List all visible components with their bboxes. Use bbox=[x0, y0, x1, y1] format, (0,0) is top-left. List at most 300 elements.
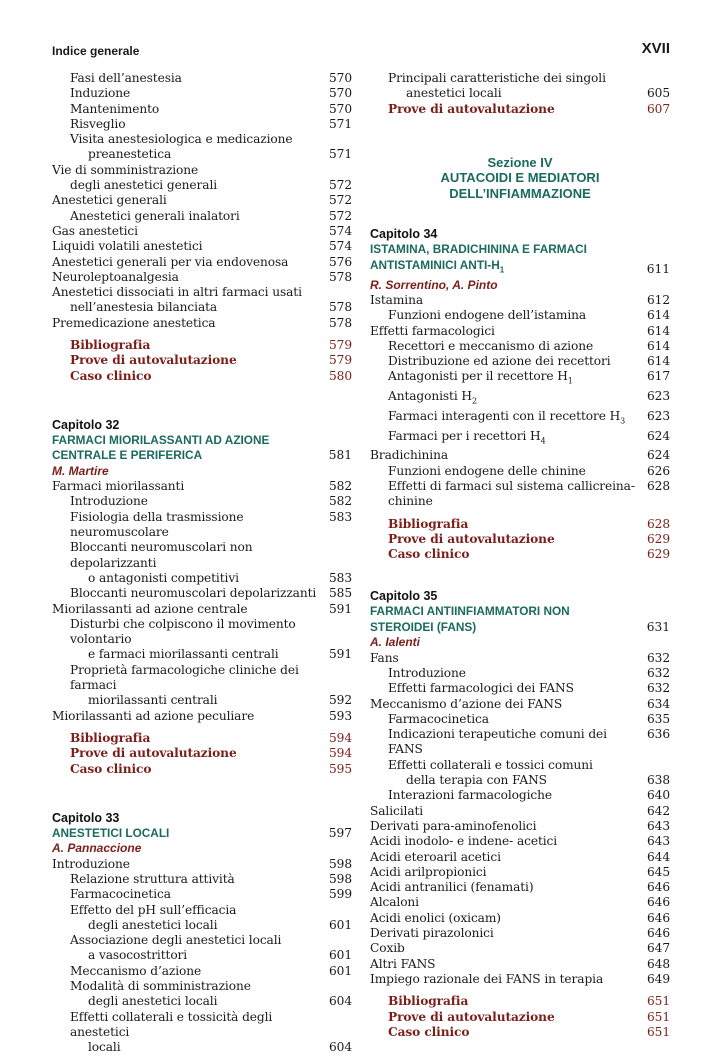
toc-entry-title bbox=[370, 697, 646, 712]
toc-entry bbox=[52, 903, 352, 918]
chapter-title-line bbox=[370, 620, 670, 635]
chapter-title-text: CENTRALE E PERIFERICA bbox=[52, 448, 203, 463]
toc-entry-title bbox=[370, 926, 646, 941]
page-number-roman: XVII bbox=[641, 40, 670, 57]
toc-entry-text: Liquidi volatili anestetici bbox=[52, 239, 203, 254]
toc-entry-title bbox=[52, 994, 328, 1009]
toc-page-number: 638 bbox=[647, 773, 670, 788]
chapter-title-line bbox=[370, 242, 670, 257]
toc-entry-title bbox=[370, 339, 646, 354]
toc-entry-text: Alcaloni bbox=[370, 895, 419, 910]
toc-entry-text: Acidi arilpropionici bbox=[370, 864, 487, 879]
toc-entry-title bbox=[370, 788, 646, 803]
toc-entry-title bbox=[52, 746, 328, 761]
toc-entry bbox=[370, 697, 670, 712]
toc-entry-text: Acidi eteroaril acetici bbox=[370, 849, 501, 864]
toc-entry bbox=[370, 479, 670, 510]
toc-entry-title bbox=[52, 479, 328, 494]
toc-entry-text: Caso clinico bbox=[388, 547, 470, 562]
toc-entry-title bbox=[52, 1040, 328, 1055]
toc-page-number: 635 bbox=[647, 711, 670, 726]
toc-entry-text: a vasocostrittori bbox=[88, 948, 188, 963]
toc-entry bbox=[370, 911, 670, 926]
toc-entry bbox=[370, 895, 670, 910]
toc-page-number: 643 bbox=[647, 834, 670, 849]
toc-page-number: 644 bbox=[647, 849, 670, 864]
toc-page-number: 629 bbox=[647, 531, 670, 546]
toc-entry-text: Antagonisti per il recettore H bbox=[388, 369, 568, 384]
chapter-author: R. Sorrentino, A. Pinto bbox=[370, 277, 498, 292]
toc-entry-text: Prove di autovalutazione bbox=[388, 531, 555, 546]
toc-entry-text: o antagonisti competitivi bbox=[88, 570, 239, 585]
toc-entry-text: Caso clinico bbox=[388, 1024, 470, 1039]
toc-entry-text: Prove di autovalutazione bbox=[388, 101, 555, 116]
toc-entry-title bbox=[52, 887, 328, 902]
toc-entry-text: Effetti collaterali e tossicità degli anestetici bbox=[70, 1009, 273, 1039]
toc-entry-title bbox=[370, 324, 646, 339]
section-title-line: DELL’INFIAMMAZIONE bbox=[449, 185, 591, 201]
toc-entry-title bbox=[370, 758, 646, 773]
toc-entry-title bbox=[52, 71, 328, 86]
toc-entry-title bbox=[370, 448, 646, 463]
toc-entry-title bbox=[370, 834, 646, 849]
toc-entry-text: Anestetici generali inalatori bbox=[70, 208, 240, 223]
toc-entry-text: Funzioni endogene delle chinine bbox=[388, 463, 586, 478]
toc-page-number: 646 bbox=[647, 895, 670, 910]
toc-entry-title bbox=[52, 731, 328, 746]
toc-entry-title bbox=[370, 479, 646, 510]
toc-entry bbox=[52, 494, 352, 509]
toc-page-number: 571 bbox=[329, 116, 352, 131]
toc-entry-title bbox=[370, 517, 646, 532]
toc-page-number: 570 bbox=[329, 101, 352, 116]
toc-page-number: 607 bbox=[647, 101, 670, 116]
toc-extras-cont bbox=[370, 102, 670, 117]
toc-entry-title bbox=[52, 540, 328, 571]
toc-entry bbox=[52, 117, 352, 132]
toc-page-number: 574 bbox=[329, 239, 352, 254]
toc-extra-link bbox=[370, 517, 670, 532]
toc-entry bbox=[370, 681, 670, 696]
toc-page-number: 634 bbox=[647, 696, 670, 711]
toc-entry-title bbox=[52, 510, 328, 541]
toc-page-number: 579 bbox=[329, 338, 352, 353]
toc-left-column bbox=[52, 71, 352, 1055]
toc-right-column bbox=[370, 71, 670, 1040]
toc-entry-text: Gas anestetici bbox=[52, 223, 138, 238]
toc-entry-text: Bibliografia bbox=[70, 730, 151, 745]
toc-entry-text: Effetto del pH sull’efficacia bbox=[70, 902, 237, 917]
toc-page-number: 651 bbox=[647, 1009, 670, 1024]
toc-entry bbox=[370, 727, 670, 758]
toc-entry bbox=[370, 957, 670, 972]
toc-entry-title bbox=[370, 895, 646, 910]
toc-entry-text: Bibliografia bbox=[388, 994, 469, 1009]
toc-entries-cont bbox=[370, 71, 670, 102]
toc-page-number: 612 bbox=[647, 292, 670, 307]
toc-entry-text: Risveglio bbox=[70, 116, 126, 131]
toc-extra-link bbox=[370, 532, 670, 547]
toc-entry-text: Meccanismo d’azione bbox=[70, 963, 202, 978]
toc-page-number: 636 bbox=[647, 727, 670, 742]
toc-page-number: 617 bbox=[647, 369, 670, 384]
toc-entry bbox=[52, 617, 352, 648]
toc-entry-title bbox=[52, 117, 328, 132]
toc-page-number: 574 bbox=[329, 223, 352, 238]
toc-extras bbox=[52, 731, 352, 777]
toc-entry bbox=[370, 71, 670, 86]
toc-entry-title bbox=[52, 948, 328, 963]
toc-page-number: 649 bbox=[647, 971, 670, 986]
toc-entry-title bbox=[52, 647, 328, 662]
toc-entry-title bbox=[52, 147, 328, 162]
toc-page-number: 578 bbox=[329, 269, 352, 284]
toc-entry-text: Derivati para-aminofenolici bbox=[370, 818, 537, 833]
toc-extra-link bbox=[370, 547, 670, 562]
toc-extra-link bbox=[52, 731, 352, 746]
toc-entry-text: degli anestetici locali bbox=[88, 917, 218, 932]
chapter-title-line bbox=[370, 604, 670, 619]
toc-entry bbox=[52, 872, 352, 887]
chapter-page-number: 597 bbox=[328, 825, 352, 840]
toc-page-number: 614 bbox=[647, 338, 670, 353]
toc-page-number: 598 bbox=[329, 871, 352, 886]
chapter-label: Capitolo 35 bbox=[370, 589, 438, 604]
toc-page-number: 647 bbox=[647, 941, 670, 956]
toc-page-number: 601 bbox=[329, 963, 352, 978]
toc-entry-text: Derivati pirazolonici bbox=[370, 926, 494, 941]
toc-page-number: 572 bbox=[329, 208, 352, 223]
toc-entry-text: Visita anestesiologica e medicazione bbox=[70, 132, 293, 147]
toc-entry-text: Acidi enolici (oxicam) bbox=[370, 910, 501, 925]
toc-entry bbox=[370, 369, 670, 389]
toc-entry-text: Principali caratteristiche dei singoli bbox=[388, 71, 606, 85]
toc-page-number: 599 bbox=[329, 887, 352, 902]
chapter-title-line bbox=[52, 448, 352, 463]
toc-entry-text: Istamina bbox=[370, 292, 424, 307]
chapter-author: M. Martire bbox=[52, 463, 109, 478]
toc-entry-title bbox=[52, 663, 328, 694]
toc-entry-title bbox=[52, 602, 328, 617]
toc-entry bbox=[52, 300, 352, 315]
toc-entry-text: Anestetici dissociati in altri farmaci usati bbox=[52, 285, 302, 300]
toc-entry-subscript: 1 bbox=[567, 376, 573, 386]
toc-page-number: 576 bbox=[329, 254, 352, 269]
toc-page-number: 632 bbox=[647, 665, 670, 680]
toc-page-number: 572 bbox=[329, 193, 352, 208]
toc-extras bbox=[370, 994, 670, 1040]
chapter-title-line bbox=[52, 826, 352, 841]
toc-entry-text: degli anestetici locali bbox=[88, 994, 218, 1009]
toc-page-number: 604 bbox=[329, 994, 352, 1009]
toc-extra-link bbox=[52, 746, 352, 761]
toc-entry-title bbox=[52, 494, 328, 509]
toc-entry-subscript: 4 bbox=[540, 436, 546, 446]
toc-entry-title bbox=[52, 193, 328, 208]
toc-entry-title bbox=[52, 903, 328, 918]
toc-entry-text: Introduzione bbox=[70, 494, 148, 509]
toc-entry bbox=[370, 834, 670, 849]
toc-entry-title bbox=[370, 666, 646, 681]
toc-entry-title bbox=[370, 308, 646, 323]
toc-entry-text: Acidi antranilici (fenamati) bbox=[370, 880, 534, 895]
chapter-title-line bbox=[52, 433, 352, 448]
toc-entry-title bbox=[52, 762, 328, 777]
toc-entry-text: Farmaci miorilassanti bbox=[52, 479, 185, 494]
toc-entry bbox=[52, 270, 352, 285]
toc-entry-text: Prove di autovalutazione bbox=[70, 746, 237, 761]
toc-entry-text: Effetti collaterali e tossici comuni bbox=[388, 757, 593, 772]
toc-entry bbox=[52, 479, 352, 494]
toc-entry-title bbox=[370, 71, 646, 86]
toc-entry-title bbox=[52, 178, 328, 193]
toc-page-number: 572 bbox=[329, 178, 352, 193]
toc-entry-title bbox=[52, 369, 328, 384]
toc-entry bbox=[52, 510, 352, 541]
toc-entry bbox=[370, 788, 670, 803]
section-title-line: AUTACOIDI E MEDIATORI bbox=[440, 170, 600, 186]
chapter-33 bbox=[52, 810, 352, 1055]
toc-entry-text: della terapia con FANS bbox=[406, 773, 547, 788]
chapter-page-number: 611 bbox=[646, 262, 670, 277]
toc-page-number: 614 bbox=[647, 354, 670, 369]
chapter-page-number: 631 bbox=[646, 619, 670, 634]
toc-entry-title bbox=[52, 1010, 328, 1041]
toc-entry-title bbox=[52, 102, 328, 117]
toc-entry-title bbox=[52, 979, 328, 994]
toc-entry bbox=[52, 693, 352, 708]
toc-entry-text: Relazione struttura attività bbox=[70, 871, 235, 886]
toc-entry bbox=[370, 354, 670, 369]
toc-entry-text: Effetti farmacologici dei FANS bbox=[388, 681, 574, 696]
toc-entry bbox=[370, 308, 670, 323]
toc-page-number: 646 bbox=[647, 926, 670, 941]
toc-entry-text: Farmacocinetica bbox=[70, 887, 171, 902]
toc-entry-text: Effetti farmacologici bbox=[370, 323, 495, 338]
toc-entry bbox=[52, 918, 352, 933]
toc-entry-text: Meccanismo d’azione dei FANS bbox=[370, 696, 563, 711]
chapter-title-text: FARMACI MIORILASSANTI AD AZIONE bbox=[52, 432, 270, 447]
toc-entry bbox=[370, 972, 670, 987]
toc-entry-title bbox=[370, 651, 646, 666]
toc-page-number: 598 bbox=[329, 856, 352, 871]
toc-entry-title bbox=[52, 338, 328, 353]
toc-entry-title bbox=[370, 429, 646, 449]
toc-page-number: 582 bbox=[329, 494, 352, 509]
toc-entry-title bbox=[370, 941, 646, 956]
toc-entry bbox=[370, 773, 670, 788]
toc-entry-text: e farmaci miorilassanti centrali bbox=[88, 647, 279, 662]
toc-entry-text: Farmacocinetica bbox=[388, 711, 489, 726]
toc-entries-cont bbox=[52, 71, 352, 331]
toc-entry-text: Disturbi che colpiscono il movimento volontario bbox=[70, 616, 296, 647]
toc-entry bbox=[370, 86, 670, 101]
toc-extra-link bbox=[52, 353, 352, 368]
toc-extra-link bbox=[52, 762, 352, 777]
toc-entry-text: Fans bbox=[370, 650, 399, 665]
toc-entry bbox=[52, 857, 352, 872]
toc-entry-title bbox=[52, 964, 328, 979]
toc-entry bbox=[52, 994, 352, 1009]
toc-entry bbox=[52, 933, 352, 948]
toc-entry bbox=[370, 865, 670, 880]
toc-entry-text: Bibliografia bbox=[70, 338, 151, 353]
toc-page-number: 593 bbox=[329, 708, 352, 723]
toc-entry bbox=[370, 293, 670, 308]
toc-entry-title bbox=[52, 857, 328, 872]
toc-entry-title bbox=[52, 132, 328, 147]
toc-entry bbox=[52, 224, 352, 239]
toc-entry-text: Bloccanti neuromuscolari depolarizzanti bbox=[70, 586, 317, 601]
toc-page-number: 594 bbox=[329, 746, 352, 761]
toc-entry bbox=[52, 285, 352, 300]
toc-page-number: 601 bbox=[329, 917, 352, 932]
toc-page-number: 605 bbox=[647, 86, 670, 101]
toc-page-number: 624 bbox=[647, 428, 670, 443]
toc-entry bbox=[52, 540, 352, 571]
toc-entry-text: Distribuzione ed azione dei recettori bbox=[388, 354, 611, 369]
toc-entry-title bbox=[370, 1010, 646, 1025]
toc-entries bbox=[52, 479, 352, 724]
toc-entry-title bbox=[52, 709, 328, 724]
toc-entry bbox=[52, 132, 352, 147]
toc-entry-subscript: 2 bbox=[471, 396, 477, 406]
toc-entry-text: Impiego razionale dei FANS in terapia bbox=[370, 971, 604, 986]
chapter-title-text: ANESTETICI LOCALI bbox=[52, 825, 170, 840]
toc-page-number: 628 bbox=[647, 516, 670, 531]
toc-entry-title bbox=[370, 293, 646, 308]
toc-page-number: 570 bbox=[329, 71, 352, 85]
toc-entry-title bbox=[52, 255, 328, 270]
toc-entry-text: Associazione degli anestetici locali bbox=[70, 933, 282, 948]
chapter-35 bbox=[370, 588, 670, 1040]
toc-entry bbox=[52, 193, 352, 208]
toc-entry bbox=[52, 602, 352, 617]
toc-entry-text: Vie di somministrazione bbox=[52, 162, 199, 177]
toc-entry-title bbox=[370, 911, 646, 926]
toc-entry bbox=[370, 758, 670, 773]
toc-entry bbox=[370, 389, 670, 409]
toc-entry bbox=[370, 448, 670, 463]
toc-entry-text: Indicazioni terapeutiche comuni dei FANS bbox=[388, 727, 607, 757]
toc-entry bbox=[52, 86, 352, 101]
toc-entry-title bbox=[52, 571, 328, 586]
toc-entry bbox=[370, 464, 670, 479]
toc-entry-text: Antagonisti H bbox=[388, 389, 472, 404]
toc-entries bbox=[370, 293, 670, 510]
toc-extras bbox=[370, 517, 670, 563]
toc-page-number: 632 bbox=[647, 650, 670, 665]
toc-entry-title bbox=[370, 957, 646, 972]
toc-page-number: 579 bbox=[329, 353, 352, 368]
toc-entry-text: Introduzione bbox=[52, 856, 130, 871]
toc-page-number: 648 bbox=[647, 956, 670, 971]
toc-page-number: 624 bbox=[647, 448, 670, 463]
toc-entry bbox=[370, 651, 670, 666]
toc-entry-text: nell’anestesia bilanciata bbox=[70, 300, 218, 315]
chapter-author: A. Ialenti bbox=[370, 635, 421, 650]
toc-entry bbox=[52, 209, 352, 224]
toc-entry-title bbox=[52, 353, 328, 368]
toc-entry bbox=[52, 709, 352, 724]
chapter-title-line bbox=[370, 258, 670, 278]
toc-entry-text: Fisiologia della trasmissione neuromuscolare bbox=[70, 509, 244, 540]
toc-entries bbox=[52, 857, 352, 1055]
toc-entry-title bbox=[370, 547, 646, 562]
toc-entry bbox=[52, 948, 352, 963]
chapter-label: Capitolo 34 bbox=[370, 227, 438, 242]
toc-entry-title bbox=[370, 681, 646, 696]
toc-entry-text: Neuroleptoanalgesia bbox=[52, 269, 179, 284]
toc-entry-text: Funzioni endogene dell’istamina bbox=[388, 308, 587, 323]
toc-page-number: 583 bbox=[329, 509, 352, 524]
chapter-32 bbox=[52, 417, 352, 777]
toc-page-number: 583 bbox=[329, 570, 352, 585]
toc-entry bbox=[370, 880, 670, 895]
toc-page-number: 601 bbox=[329, 948, 352, 963]
toc-extra-link bbox=[370, 102, 670, 117]
toc-entry-title bbox=[52, 239, 328, 254]
toc-entry-text: miorilassanti centrali bbox=[88, 693, 218, 708]
toc-page-number: 571 bbox=[329, 147, 352, 162]
toc-entry bbox=[370, 819, 670, 834]
toc-page-number: 570 bbox=[329, 86, 352, 101]
toc-entry-title bbox=[370, 994, 646, 1009]
toc-entry bbox=[370, 926, 670, 941]
toc-extra-link bbox=[52, 338, 352, 353]
toc-entry-title bbox=[370, 369, 646, 389]
toc-entry-text: locali bbox=[88, 1040, 121, 1055]
toc-page-number: 582 bbox=[329, 479, 352, 494]
toc-entry bbox=[52, 1010, 352, 1041]
toc-entry-title bbox=[52, 872, 328, 887]
toc-entry bbox=[370, 804, 670, 819]
chapter-34 bbox=[370, 226, 670, 562]
toc-entry-text: Bradichinina bbox=[370, 448, 448, 463]
toc-entry-text: Farmaci per i recettori H bbox=[388, 428, 541, 443]
toc-entry-title bbox=[52, 586, 328, 601]
toc-entry bbox=[52, 979, 352, 994]
toc-entry-text: Recettori e meccanismo di azione bbox=[388, 338, 594, 353]
chapter-author: A. Pannaccione bbox=[52, 841, 142, 856]
toc-page-number: 591 bbox=[329, 601, 352, 616]
toc-entry-text: degli anestetici generali bbox=[70, 178, 218, 193]
toc-entry bbox=[52, 964, 352, 979]
toc-entry-text: Bibliografia bbox=[388, 516, 469, 531]
chapter-title-text: ISTAMINA, BRADICHININA E FARMACI bbox=[370, 242, 587, 257]
toc-page-number: 651 bbox=[647, 1024, 670, 1039]
toc-page-number: 628 bbox=[647, 478, 670, 493]
toc-entry-title bbox=[370, 865, 646, 880]
toc-entry-title bbox=[370, 727, 646, 758]
toc-entry-text: Proprietà farmacologiche cliniche dei farmaci bbox=[70, 662, 299, 693]
toc-entry-text: Induzione bbox=[70, 86, 131, 101]
toc-page-number: 614 bbox=[647, 323, 670, 338]
toc-entry-title bbox=[370, 532, 646, 547]
chapter-title-subscript: 1 bbox=[499, 265, 505, 275]
toc-entry-title bbox=[370, 880, 646, 895]
toc-entry-title bbox=[52, 86, 328, 101]
toc-entry-title bbox=[52, 316, 328, 331]
toc-entry-title bbox=[370, 850, 646, 865]
toc-entries bbox=[370, 651, 670, 988]
toc-page-number: 643 bbox=[647, 818, 670, 833]
toc-page-number: 585 bbox=[329, 586, 352, 601]
toc-entry-text: Interazioni farmacologiche bbox=[388, 788, 552, 803]
toc-page-number: 595 bbox=[329, 761, 352, 776]
section-number: Sezione IV bbox=[487, 154, 553, 170]
toc-entry-text: Anestetici generali per via endovenosa bbox=[52, 254, 289, 269]
